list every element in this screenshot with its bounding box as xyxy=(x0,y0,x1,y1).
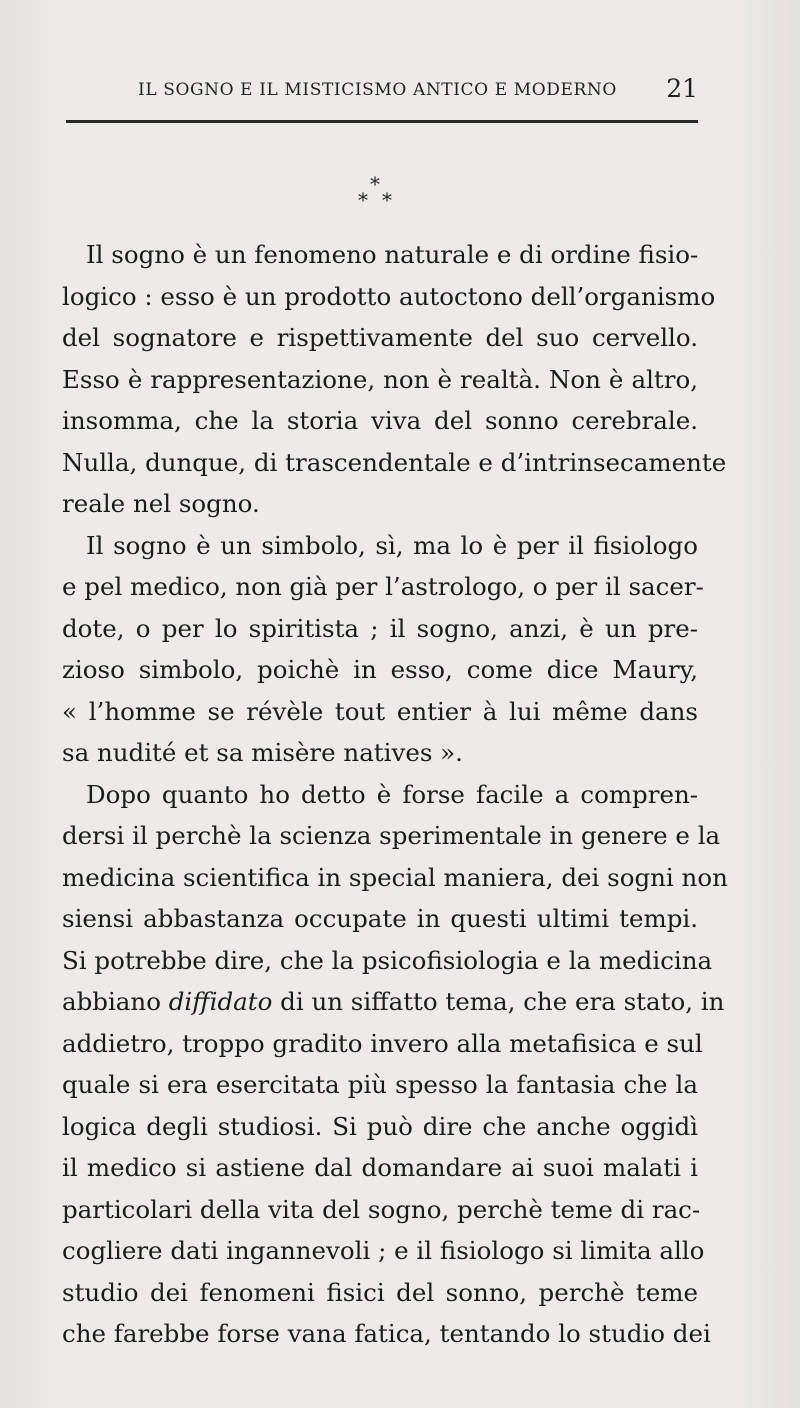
text-line: Dopo quanto ho detto è forse facile a compren- xyxy=(86,779,698,809)
text-line: Si potrebbe dire, che la psicofisiologia e la medicina xyxy=(62,945,713,975)
text-segment: abbiano xyxy=(62,987,169,1016)
text-line: dote, o per lo spiritista ; il sogno, anzi, è un pre- xyxy=(62,613,698,643)
text-line: il medico si astiene dal domandare ai suoi malati i xyxy=(62,1153,698,1182)
text-line: medicina scientifica in special maniera, dei sogni non xyxy=(62,862,728,892)
text-line: siensi abbastanza occupate in questi ultimi tempi. xyxy=(62,904,698,933)
text-line: sa nudité et sa misère natives ». xyxy=(62,738,463,767)
page-number: 21 xyxy=(666,74,698,103)
text-line: dersi il perchè la scienza sperimentale in genere e la xyxy=(62,821,721,850)
text-line: Nulla, dunque, di trascendentale e d’intrinsecamente xyxy=(62,447,727,477)
asterism-star: * xyxy=(370,172,380,196)
text-line: che farebbe forse vana fatica, tentando lo studio dei xyxy=(62,1319,711,1348)
header-rule xyxy=(66,120,698,123)
paragraph xyxy=(62,525,704,774)
text-line: reale nel sogno. xyxy=(62,489,260,518)
text-line: Il sogno è un fenomeno naturale e di ordine fisio- xyxy=(86,240,699,269)
text-line: studio dei fenomeni fisici del sonno, perchè teme xyxy=(62,1277,698,1307)
text-segment: di un siffatto tema, che era stato, in xyxy=(272,987,725,1016)
running-header xyxy=(62,74,698,110)
text-line: insomma, che la storia viva del sonno cerebrale. xyxy=(62,406,698,435)
asterism-star: * xyxy=(382,188,392,212)
paragraph xyxy=(62,234,727,525)
text-line: cogliere dati ingannevoli ; e il fisiologo si limita allo xyxy=(62,1236,705,1265)
italic-term: diffidato xyxy=(168,987,273,1016)
body-text xyxy=(62,234,728,1355)
asterism xyxy=(356,166,400,210)
text-line: del sognatore e rispettivamente del suo cervello. xyxy=(62,323,698,352)
text-line: particolari della vita del sogno, perchè teme di rac- xyxy=(62,1194,701,1224)
paragraph xyxy=(62,774,728,1355)
asterism-star: * xyxy=(358,188,368,212)
text-line: addietro, troppo gradito invero alla metafisica e sul xyxy=(62,1028,703,1058)
text-line: « l’homme se révèle tout entier à lui même dans xyxy=(62,696,698,726)
text-line: Esso è rappresentazione, non è realtà. Non è altro, xyxy=(62,364,698,394)
text-line: logica degli studiosi. Si può dire che anche oggidì xyxy=(62,1111,698,1141)
text-line: zioso simbolo, poichè in esso, come dice Maury, xyxy=(62,655,698,684)
text-line: e pel medico, non già per l’astrologo, o per il sacer- xyxy=(62,572,704,601)
text-line: Il sogno è un simbolo, sì, ma lo è per il fisiologo xyxy=(86,530,698,560)
running-header-title: IL SOGNO E IL MISTICISMO ANTICO E MODERNO xyxy=(138,80,617,100)
text-line: quale si era esercitata più spesso la fantasia che la xyxy=(62,1070,698,1099)
text-line xyxy=(62,981,725,1023)
text-line: logico : esso è un prodotto autoctono dell’organismo xyxy=(62,281,716,311)
